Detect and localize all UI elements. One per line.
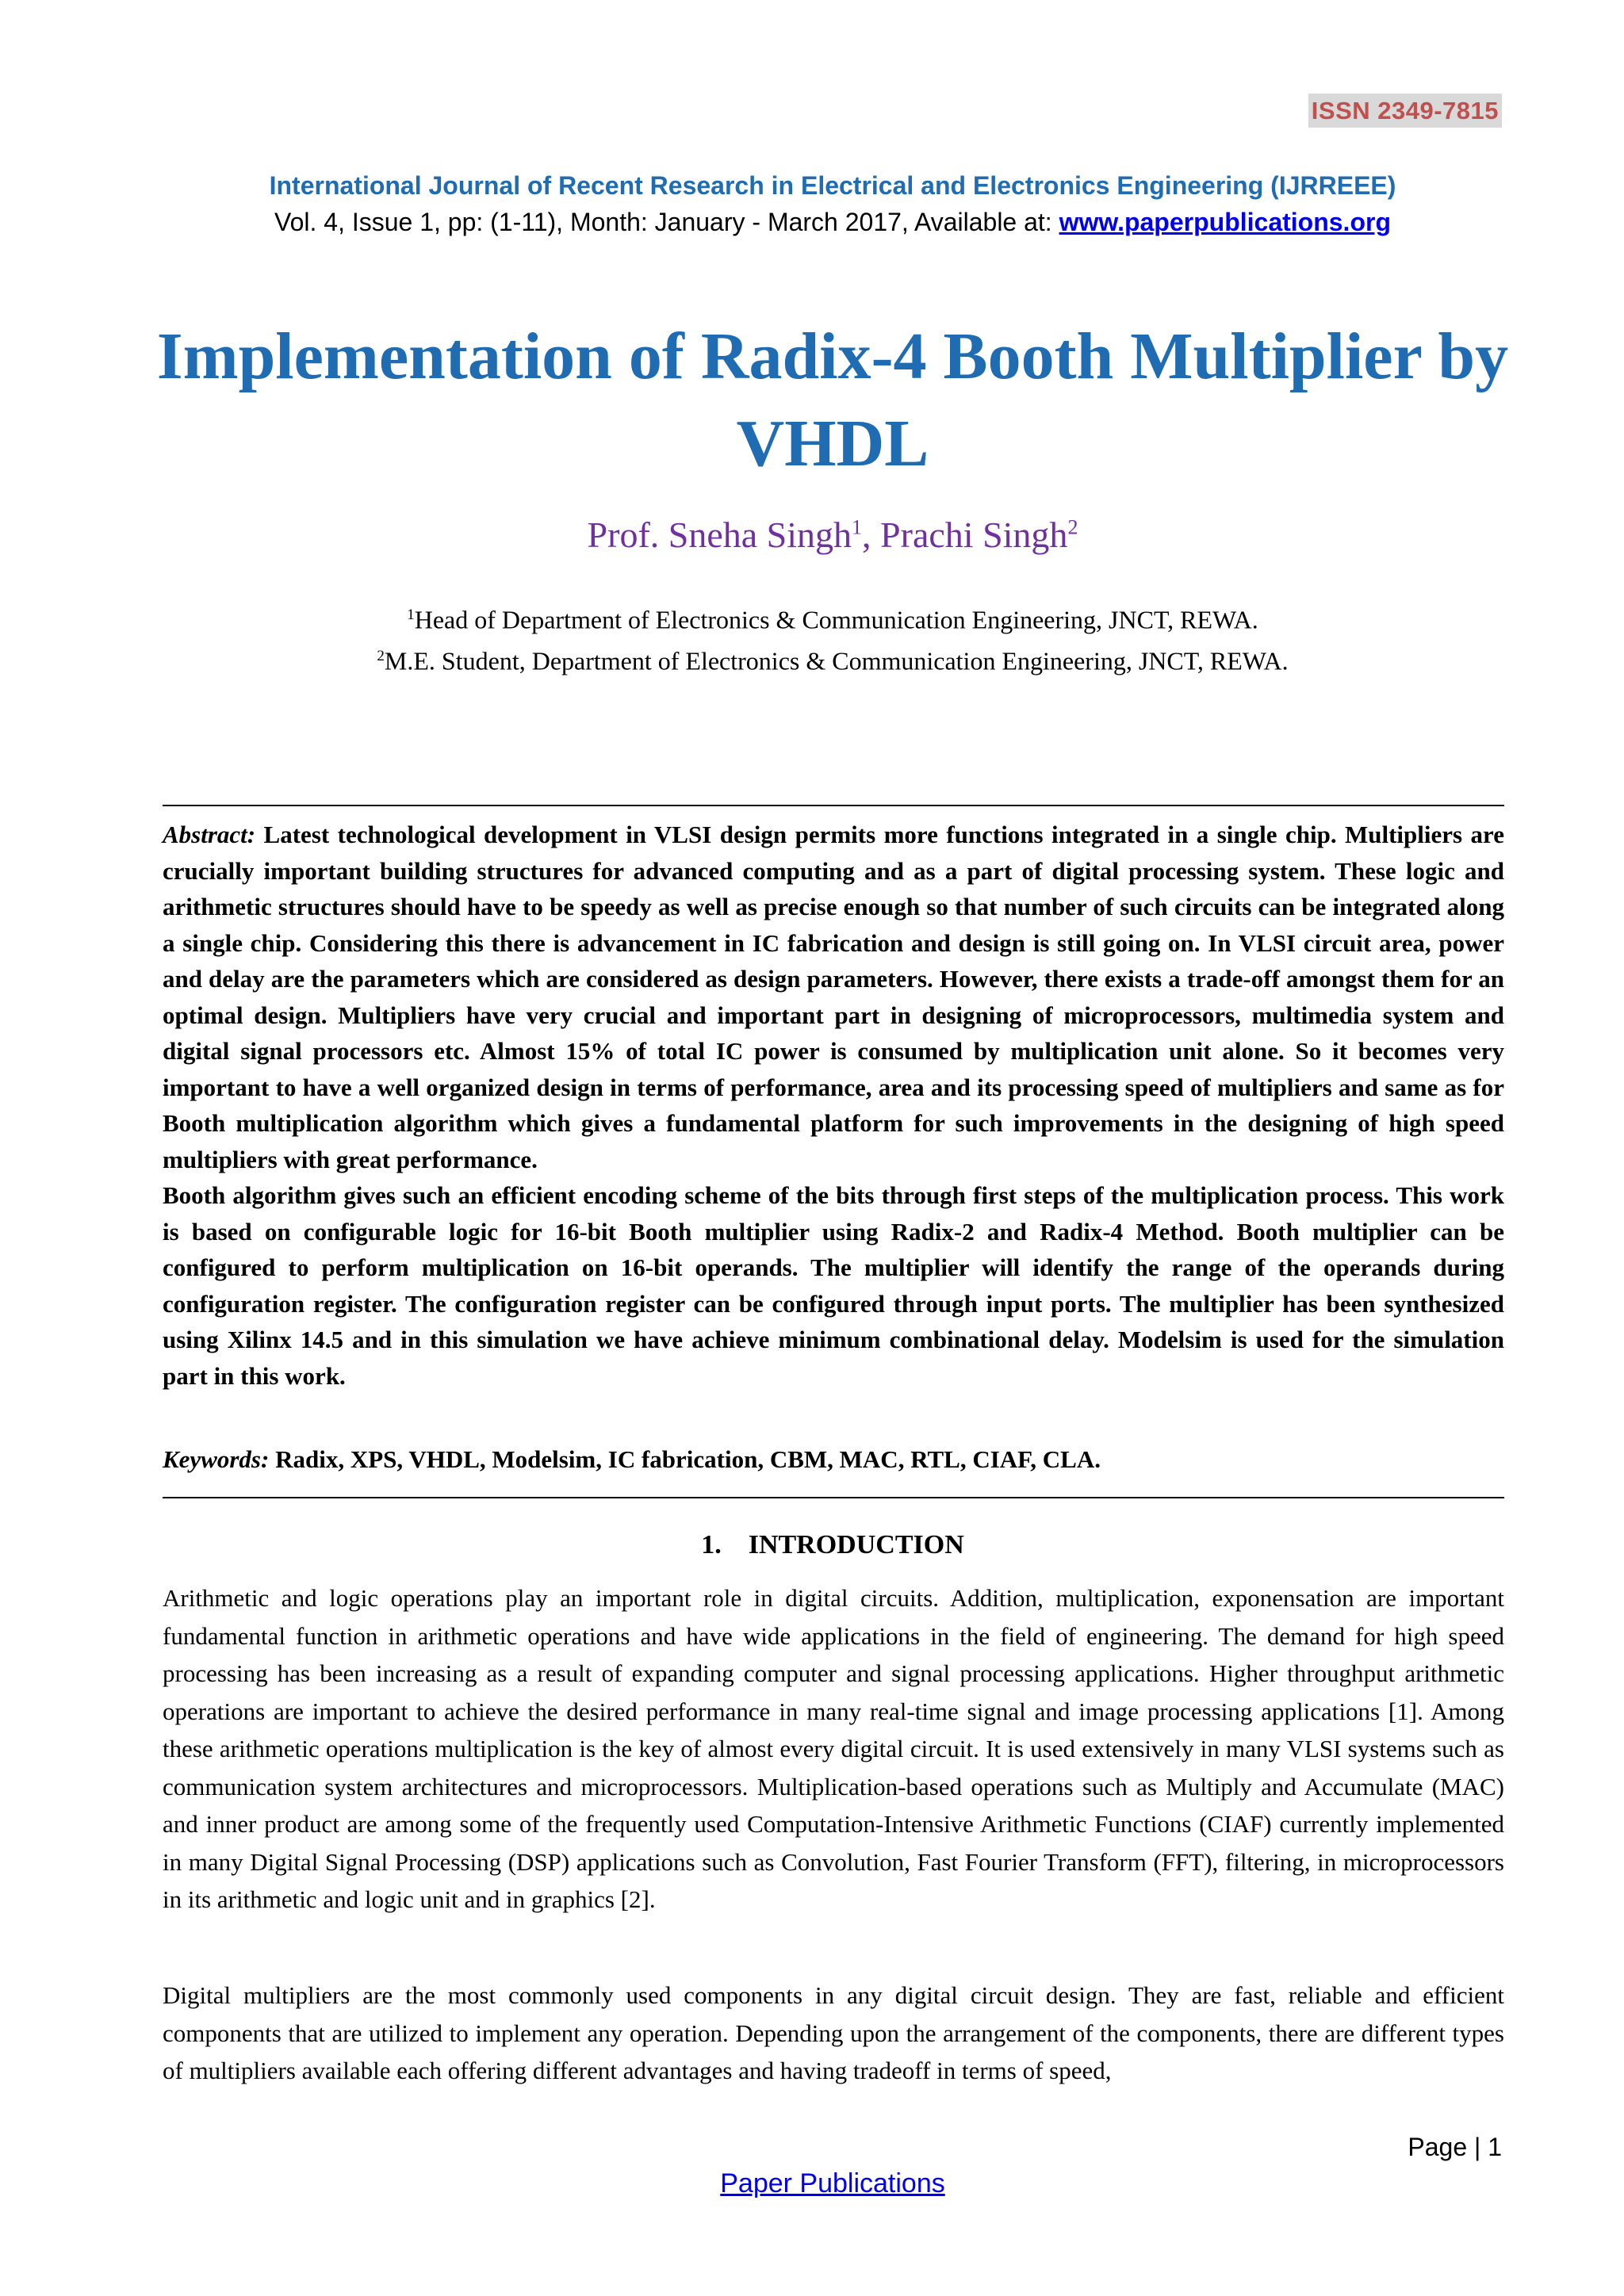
journal-url-link[interactable]: www.paperpublications.org: [1059, 208, 1391, 236]
author-line: [0, 514, 1624, 556]
paper-title: [0, 313, 1624, 488]
paper-title-line1: Implementation of Radix-4 Booth Multiplier by: [156, 320, 1509, 393]
author-1: Prof. Sneha Singh: [587, 515, 852, 555]
issn-badge: ISSN 2349-7815: [1308, 94, 1502, 128]
abstract-para-1-text: Latest technological development in VLSI design permits more functions integrated in a single chip. Multipliers are crucially important building structures for advanced computing and as a part of digital processing system. These logic and arithmetic structures should have to be speedy as well as precise enough so that number of such circuits can be integrated along a single chip. Considering this there is advancement in IC fabrication and design is still going on. In VLSI circuit area, power and delay are the parameters which are considered as design parameters. However, there exists a trade-off amongst them for an optimal design. Multipliers have very crucial and important part in designing of microprocessors, multimedia system and digital signal processors etc. Almost 15% of total IC power is consumed by multiplication unit alone. So it becomes very important to have a well organized design in terms of performance, area and its processing speed of multipliers and same as for Booth multiplication algorithm which gives a fundamental platform for such improvements in the designing of high speed multipliers with great performance.: [163, 821, 1504, 1173]
intro-paragraph-1: Arithmetic and logic operations play an important role in digital circuits. Addition, multiplication, exponensation are important fundamental function in arithmetic operations and have wide applications in the field of engineering. The demand for high speed processing has been increasing as a result of expanding computer and signal processing applications. Higher throughput arithmetic operations are important to achieve the desired performance in many real-time signal and image processing applications [1]. Among these arithmetic operations multiplication is the key of almost every digital circuit. It is used extensively in many VLSI systems such as communication system architectures and microprocessors. Multiplication-based operations such as Multiply and Accumulate (MAC) and inner product are among some of the frequently used Computation-Intensive Arithmetic Functions (CIAF) currently implemented in many Digital Signal Processing (DSP) applications such as Convolution, Fast Fourier Transform (FFT), filtering, in microprocessors in its arithmetic and logic unit and in graphics [2].: [163, 1584, 1504, 1913]
affiliation-1-text: Head of Department of Electronics & Communication Engineering, JNCT, REWA.: [414, 605, 1258, 634]
page-number: Page | 1: [1408, 2133, 1502, 2161]
abstract-para-1: [163, 817, 1504, 1177]
journal-name: International Journal of Recent Research in Electrical and Electronics Engineering (IJRREEE): [269, 171, 1396, 200]
footer: [0, 2168, 1624, 2199]
affiliation-1-sup: 1: [407, 607, 415, 623]
keywords-label: Keywords:: [163, 1445, 270, 1473]
affiliation-2-sup: 2: [377, 647, 385, 664]
paper-title-line2: VHDL: [736, 407, 929, 480]
abstract-label: Abstract:: [163, 821, 256, 848]
intro-paragraph-2: Digital multipliers are the most commonly used components in any digital circuit design. They are fast, reliable and efficient components that are utilized to implement any operation. Depending upon the arrangement of the components, there are different types of multipliers available each offering different advantages and having tradeoff in terms of speed,: [163, 1981, 1504, 2084]
affiliation-2: [0, 638, 1624, 679]
author-2-sup: 2: [1067, 515, 1078, 539]
abstract-para-2: Booth algorithm gives such an efficient encoding scheme of the bits through first steps of the multiplication process. This work is based on configurable logic for 16-bit Booth multiplier using Radix-2 and Radix-4 Method. Booth multiplier can be configured to perform multiplication on 16-bit operands. The multiplier will identify the range of the operands during configuration register. The configuration register can be configured through input ports. The multiplier has been synthesized using Xilinx 14.5 and in this simulation we have achieve minimum combinational delay. Modelsim is used for the simulation part in this work.: [163, 1181, 1504, 1390]
volume-info-line: [0, 208, 1624, 237]
affiliation-2-text: M.E. Student, Department of Electronics & Communication Engineering, JNCT, REWA.: [384, 646, 1289, 675]
keywords: [163, 1445, 1504, 1474]
keywords-text: Radix, XPS, VHDL, Modelsim, IC fabrication, CBM, MAC, RTL, CIAF, CLA.: [269, 1445, 1101, 1473]
affiliation-1: [0, 597, 1624, 638]
abstract-bottom-rule: [163, 1497, 1504, 1498]
abstract-top-rule: [163, 805, 1504, 806]
author-1-sup: 1: [852, 515, 863, 539]
volume-info: Vol. 4, Issue 1, pp: (1-11), Month: January - March 2017, Available at:: [274, 208, 1059, 236]
section-heading-introduction: 1. INTRODUCTION: [701, 1530, 964, 1559]
author-separator: ,: [862, 515, 881, 555]
abstract: [163, 817, 1504, 1394]
affiliations: [0, 597, 1624, 679]
author-2: Prachi Singh: [880, 515, 1068, 555]
publisher-link[interactable]: Paper Publications: [720, 2168, 945, 2198]
